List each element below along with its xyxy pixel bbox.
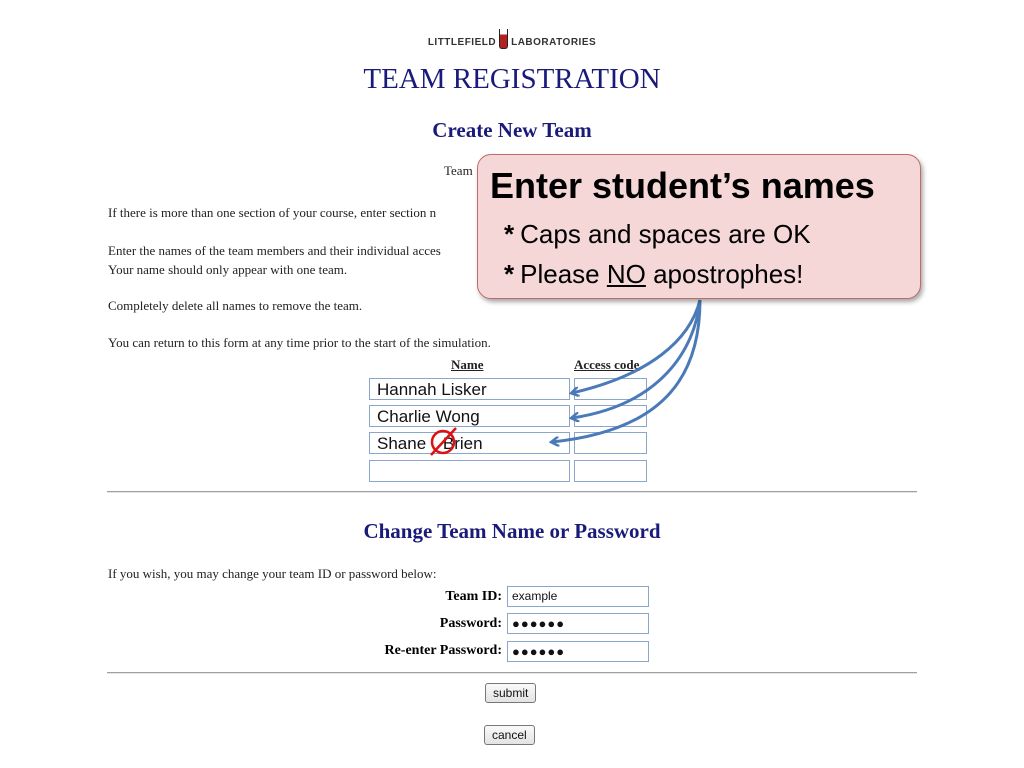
reenter-password-input[interactable]: ●●●●●● [507,641,649,662]
arrow-to-row-2 [572,300,700,418]
section-title-change: Change Team Name or Password [363,519,661,543]
callout-bullet-1: * [504,219,515,249]
member-name-text-after: Brien [442,434,483,453]
cancel-button[interactable]: cancel [484,725,535,745]
member-name-text-before: Shane [377,434,431,453]
section-title-create: Create New Team [432,118,592,142]
team-label: Team [444,163,473,178]
callout-line-apostrophes [504,259,803,290]
member-name-input-2[interactable]: Charlie Wong [369,405,570,427]
change-intro: If you wish, you may change your team ID or password below: [108,566,437,581]
callout-line-emphasis: NO [606,259,646,289]
instruction-return: You can return to this form at any time prior to the start of the simulation. [108,335,491,350]
callout-heading: Enter student’s names [490,165,875,206]
instruction-members: Enter the names of the team members and their individual acces [108,243,441,258]
instruction-section: If there is more than one section of your course, enter section n [108,205,437,220]
password-label: Password: [439,616,502,631]
callout-line-caps [504,219,811,250]
instruction-one-team: Your name should only appear with one team. [108,262,348,277]
column-header-name: Name [451,357,484,372]
callout-line-caps-text: Caps and spaces are OK [520,219,811,249]
callout-bullet-2: * [504,259,515,289]
callout-line-prefix: Please [520,259,607,289]
arrow-to-row-3 [552,300,700,442]
logo-right-text: LABORATORIES [511,37,597,48]
callout-box [477,154,921,299]
callout-line-suffix: apostrophes! [645,259,804,289]
page-title: TEAM REGISTRATION [363,63,661,95]
reenter-password-label: Re-enter Password: [384,643,502,658]
instruction-delete: Completely delete all names to remove the team. [108,298,363,313]
member-name-input-1[interactable]: Hannah Lisker [369,378,570,400]
team-id-input[interactable]: example [507,586,649,607]
password-input[interactable]: ●●●●●● [507,613,649,634]
team-id-label: Team ID: [445,589,502,604]
column-header-access-code: Access code [574,357,640,372]
logo-left-text: LITTLEFIELD [427,37,497,48]
submit-button[interactable]: submit [485,683,536,703]
